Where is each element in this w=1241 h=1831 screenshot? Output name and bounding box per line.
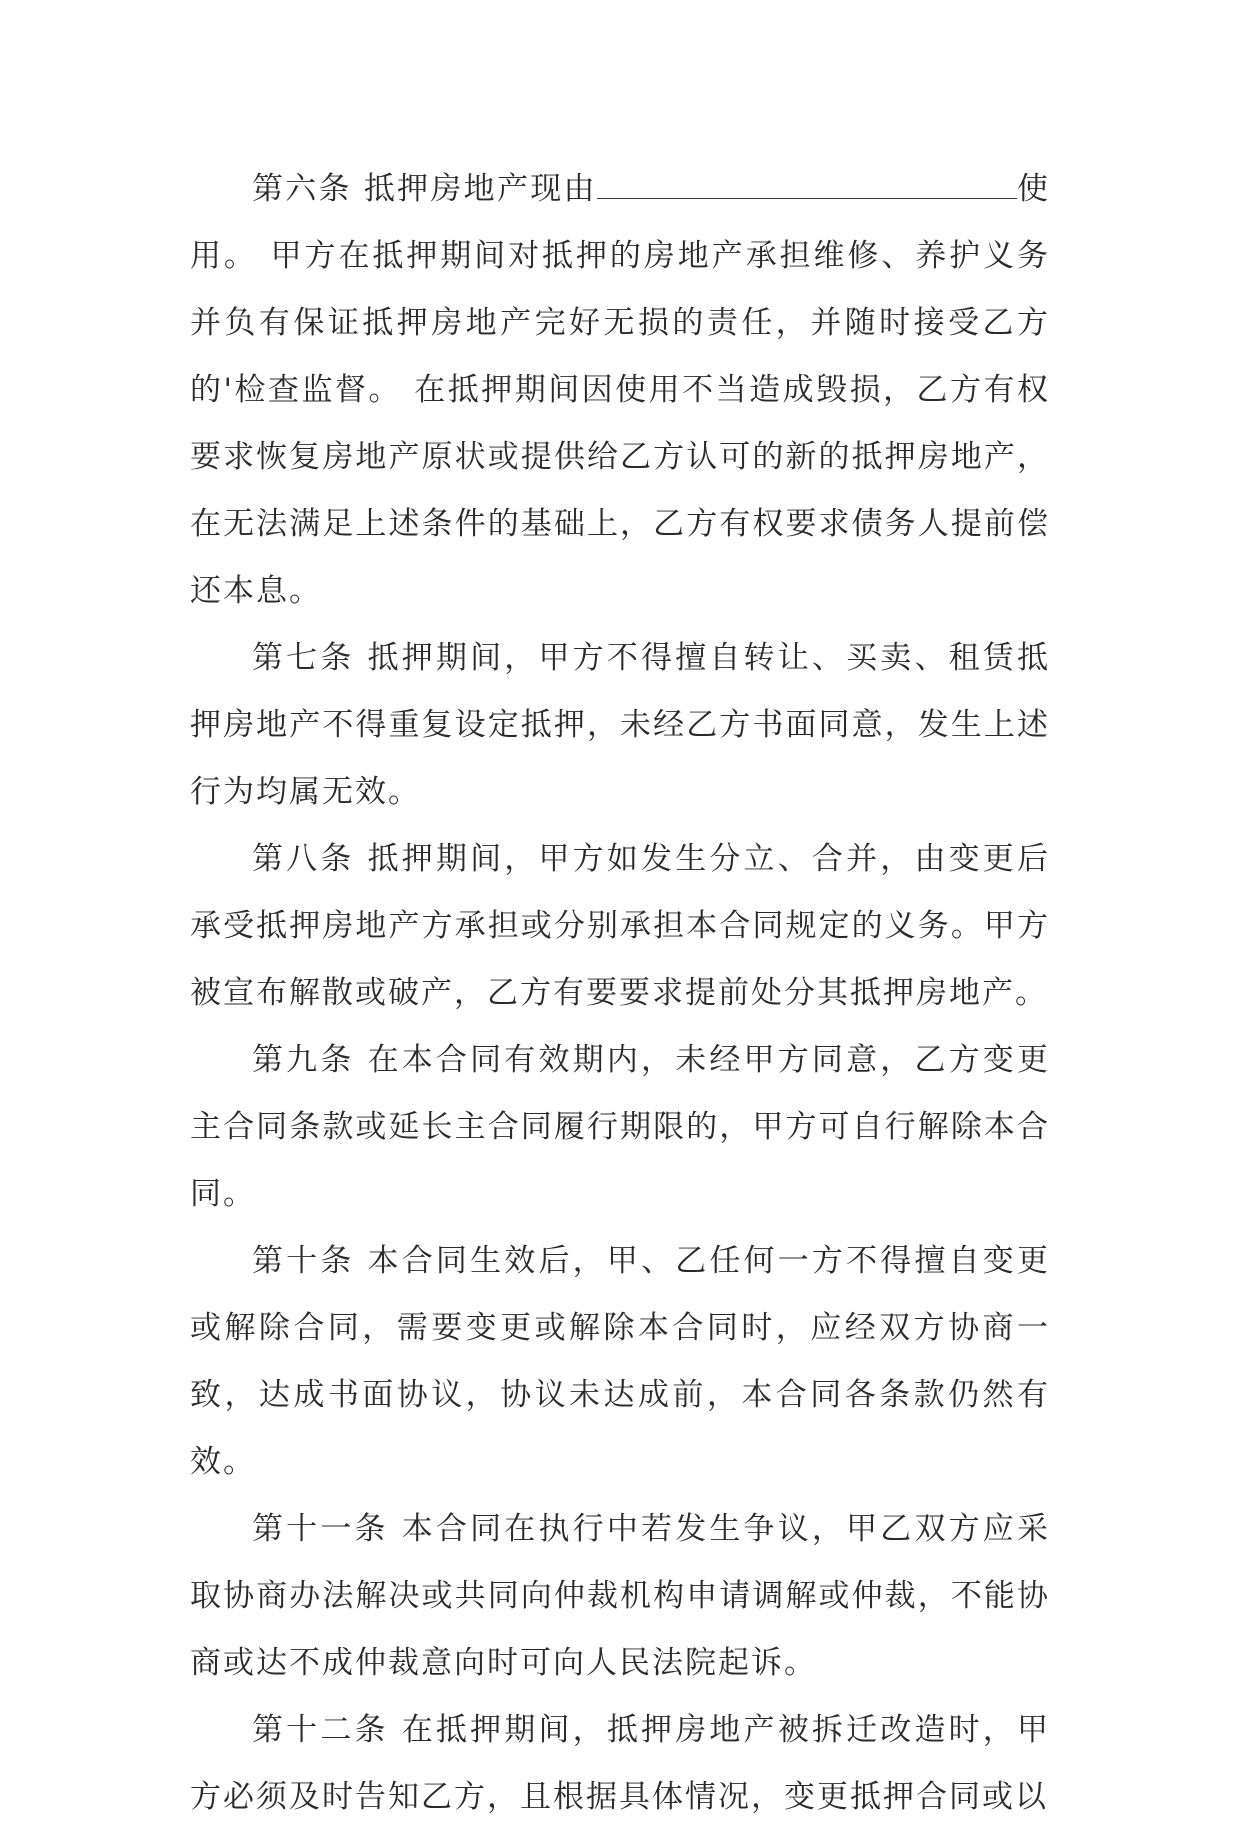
document-body bbox=[190, 156, 1050, 1831]
fill-in-blank bbox=[597, 170, 1017, 199]
clause-6 bbox=[190, 156, 1050, 625]
clause-8: 第八条 抵押期间，甲方如发生分立、合并，由变更后承受抵押房地产方承担或分别承担本合同规定的义务。甲方被宣布解散或破产，乙方有要要求提前处分其抵押房地产。 bbox=[190, 841, 1050, 1011]
clause-6-rest: 使用。 甲方在抵押期间对抵押的房地产承担维修、养护义务并负有保证抵押房地产完好无损的责任，并随时接受乙方的'检查监督。 在抵押期间因使用不当造成毁损，乙方有权要求恢复房地产原状或提供给乙方认可的新的抵押房地产，在无法满足上述条件的基础上，乙方有权要求债务人提前偿还本息。 bbox=[190, 171, 1050, 609]
clause-6-lead: 第六条 抵押房地产现由 bbox=[252, 171, 597, 207]
clause-7: 第七条 抵押期间，甲方不得擅自转让、买卖、租赁抵押房地产不得重复设定抵押，未经乙方书面同意，发生上述行为均属无效。 bbox=[190, 640, 1050, 810]
clause-11: 第十一条 本合同在执行中若发生争议，甲乙双方应采取协商办法解决或共同向仲裁机构申请调解或仲裁，不能协商或达不成仲裁意向时可向人民法院起诉。 bbox=[190, 1511, 1050, 1681]
clause-9: 第九条 在本合同有效期内，未经甲方同意，乙方变更主合同条款或延长主合同履行期限的，甲方可自行解除本合同。 bbox=[190, 1042, 1050, 1212]
clause-10: 第十条 本合同生效后，甲、乙任何一方不得擅自变更或解除合同，需要变更或解除本合同时，应经双方协商一致，达成书面协议，协议未达成前，本合同各条款仍然有效。 bbox=[190, 1243, 1050, 1480]
clause-12: 第十二条 在抵押期间，抵押房地产被拆迁改造时，甲方必须及时告知乙方，且根据具体情况，变更抵押合同或以 bbox=[190, 1712, 1050, 1815]
